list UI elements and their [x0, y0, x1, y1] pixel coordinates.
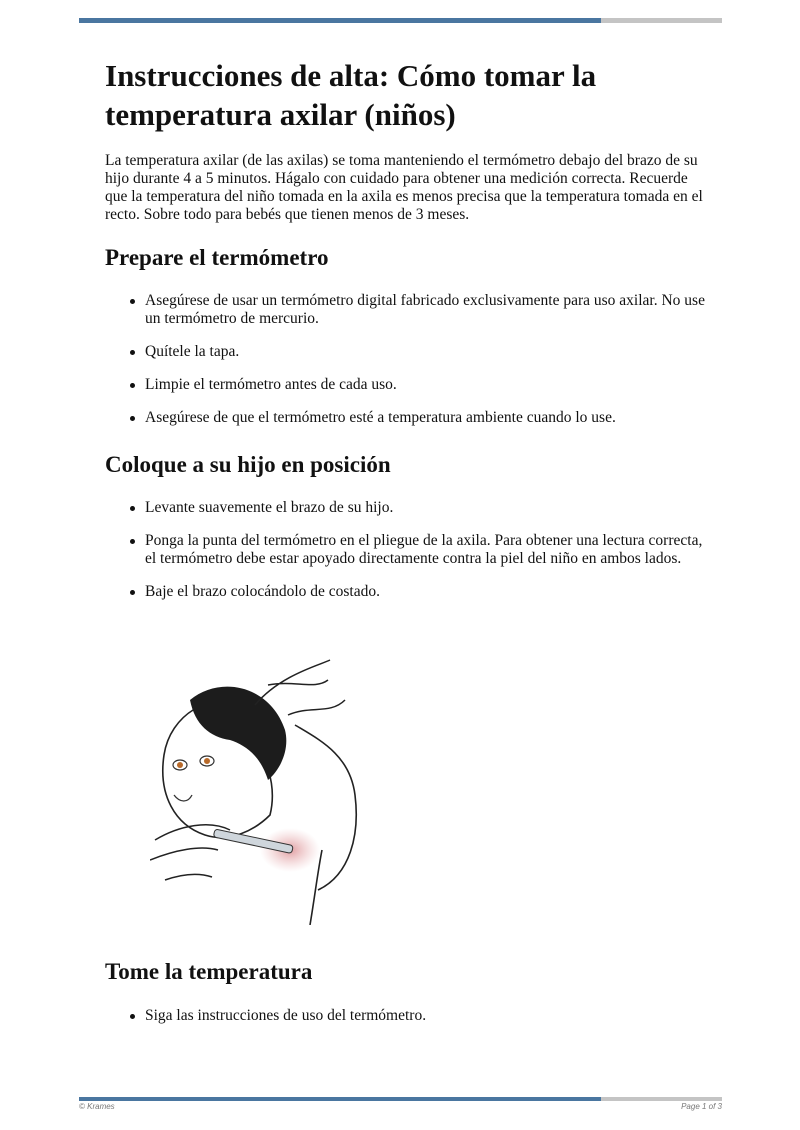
page-number: Page 1 of 3: [681, 1102, 722, 1111]
list-position: [105, 499, 705, 616]
intro-paragraph: La temperatura axilar (de las axilas) se toma manteniendo el termómetro debajo del brazo de su hijo durante 4 a 5 minutos. Hágalo con cuidado para obtener una medición correcta. Recuerde que la temperatura del niño tomada en la axila es menos precisa que la temperatura tomada en el recto. Sobre todo para bebés que tienen menos de 3 meses.: [105, 152, 703, 223]
list-item: Asegúrese de usar un termómetro digital fabricado exclusivamente para uso axilar. No use un termómetro de mercurio.: [105, 292, 705, 328]
page-title: Instrucciones de alta: Cómo tomar la temperatura axilar (niños): [105, 58, 597, 132]
list-item: Ponga la punta del termómetro en el pliegue de la axila. Para obtener una lectura correcta, el termómetro debe estar apoyado directamente contra la piel del niño en ambos lados.: [105, 532, 705, 568]
top-header-bar: [79, 18, 722, 23]
list-item: Baje el brazo colocándolo de costado.: [105, 583, 705, 601]
list-prepare: [105, 292, 705, 442]
footer-bar-blue: [79, 1097, 601, 1101]
list-item: Limpie el termómetro antes de cada uso.: [105, 376, 705, 394]
list-item: Siga las instrucciones de uso del termómetro.: [105, 1007, 705, 1025]
footer-bar-gray: [601, 1097, 722, 1101]
header-bar-gray: [601, 18, 722, 23]
list-item: Asegúrese de que el termómetro esté a temperatura ambiente cuando lo use.: [105, 409, 705, 427]
section-heading-take-temperature: Tome la temperatura: [105, 959, 313, 984]
child-thermometer-illustration: [150, 645, 370, 925]
footer-bar: [79, 1097, 722, 1101]
copyright-text: © Krames: [79, 1102, 115, 1111]
list-take-temperature: [105, 1007, 705, 1040]
header-bar-blue: [79, 18, 601, 23]
page-footer: [79, 1102, 722, 1111]
section-heading-position: Coloque a su hijo en posición: [105, 452, 391, 477]
section-heading-prepare: Prepare el termómetro: [105, 245, 329, 270]
list-item: Levante suavemente el brazo de su hijo.: [105, 499, 705, 517]
list-item: Quítele la tapa.: [105, 343, 705, 361]
